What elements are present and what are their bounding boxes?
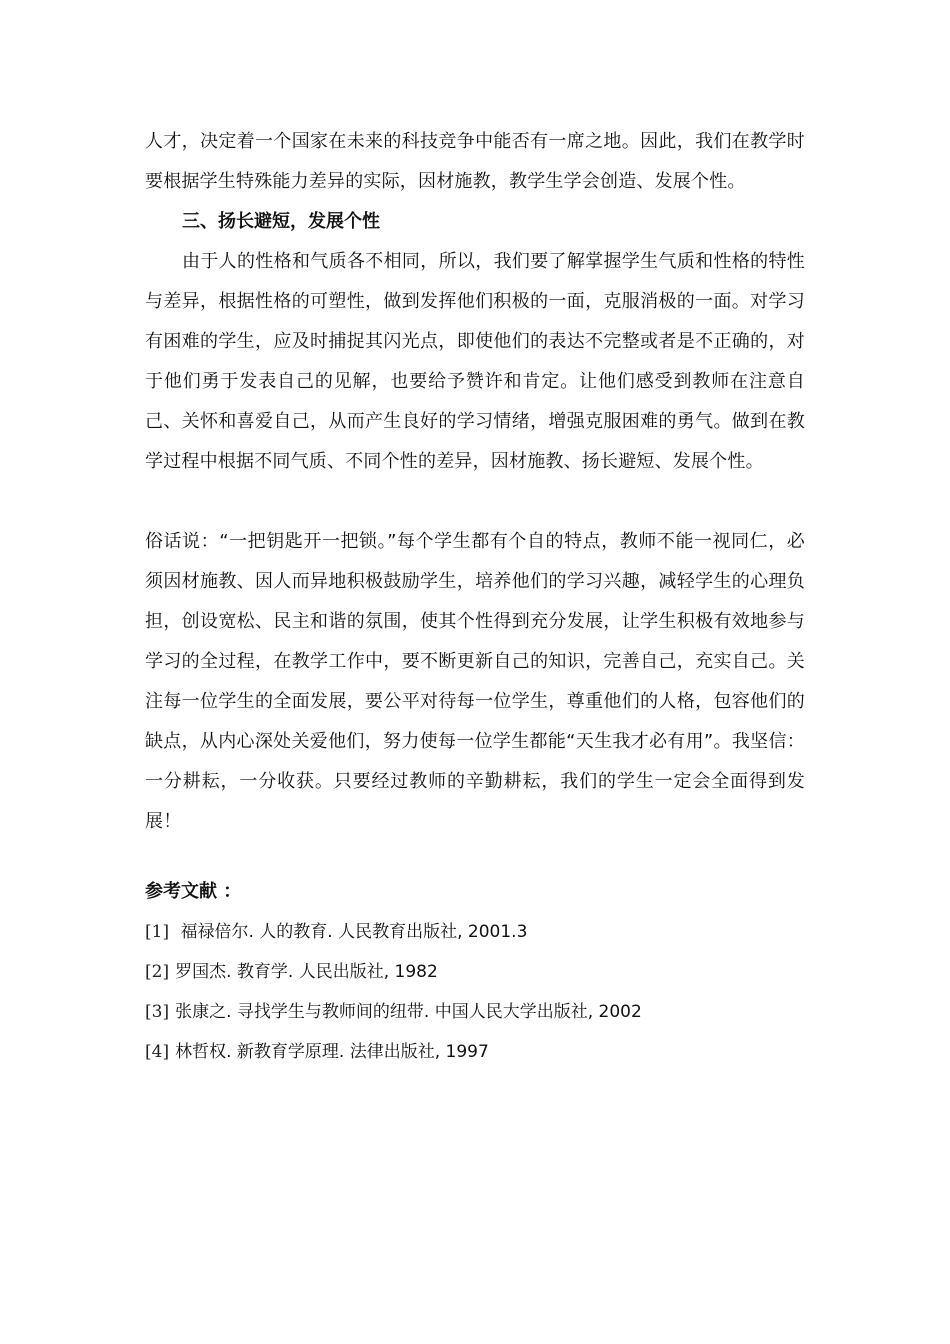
reference-text: 张康之. 寻找学生与教师间的纽带. 中国人民大学出版社, 2002 <box>175 1002 642 1022</box>
reference-item <box>145 992 805 1032</box>
reference-item <box>145 1032 805 1072</box>
reference-number: [1] <box>145 922 170 942</box>
paragraph-gap <box>145 482 805 522</box>
paragraph-proverb: 俗话说：“一把钥匙开一把锁。”每个学生都有个自的特点，教师不能一视同仁，必须因材施教、因人而异地积极鼓励学生，培养他们的学习兴趣，减轻学生的心理负担，创设宽松、民主和谐的氛围，使其个性得到充分发展，让学生积极有效地参与学习的全过程，在教学工作中，要不断更新自己的知识，完善自己，充实自己。关注每一位学生的全面发展，要公平对待每一位学生，尊重他们的人格，包容他们的缺点，从内心深处关爱他们，努力使每一位学生都能“天生我才必有用”。我坚信：一分耕耘，一分收获。只要经过教师的辛勤耕耘，我们的学生一定会全面得到发展！ <box>145 531 805 832</box>
reference-number: [3] <box>145 1002 170 1022</box>
reference-number: [2] <box>145 962 170 982</box>
document-body <box>145 122 805 1072</box>
reference-text: 罗国杰. 教育学. 人民出版社, 1982 <box>175 962 438 982</box>
reference-item <box>145 912 805 952</box>
reference-text: 福禄倍尔. 人的教育. 人民教育出版社, 2001.3 <box>175 922 528 942</box>
reference-item <box>145 952 805 992</box>
paragraph-talent-competition: 人才，决定着一个国家在未来的科技竞争中能否有一席之地。因此，我们在教学时要根据学生特殊能力差异的实际，因材施教，教学生学会创造、发展个性。 <box>145 131 805 192</box>
paragraph-personality: 由于人的性格和气质各不相同，所以，我们要了解掌握学生气质和性格的特性与差异，根据性格的可塑性，做到发挥他们积极的一面，克服消极的一面。对学习有困难的学生，应及时捕捉其闪光点，即使他们的表达不完整或者是不正确的，对于他们勇于发表自己的见解，也要给予赞许和肯定。让他们感受到教师在注意自己、关怀和喜爱自己，从而产生良好的学习情绪，增强克服困难的勇气。做到在教学过程中根据不同气质、不同个性的差异，因材施教、扬长避短、发展个性。 <box>145 251 805 472</box>
references-list <box>145 912 805 1072</box>
reference-text: 林哲权. 新教育学原理. 法律出版社, 1997 <box>175 1042 489 1062</box>
section-heading-3: 三、扬长避短，发展个性 <box>182 211 380 232</box>
reference-number: [4] <box>145 1042 170 1062</box>
references-heading: 参考文献 ： <box>145 881 242 902</box>
